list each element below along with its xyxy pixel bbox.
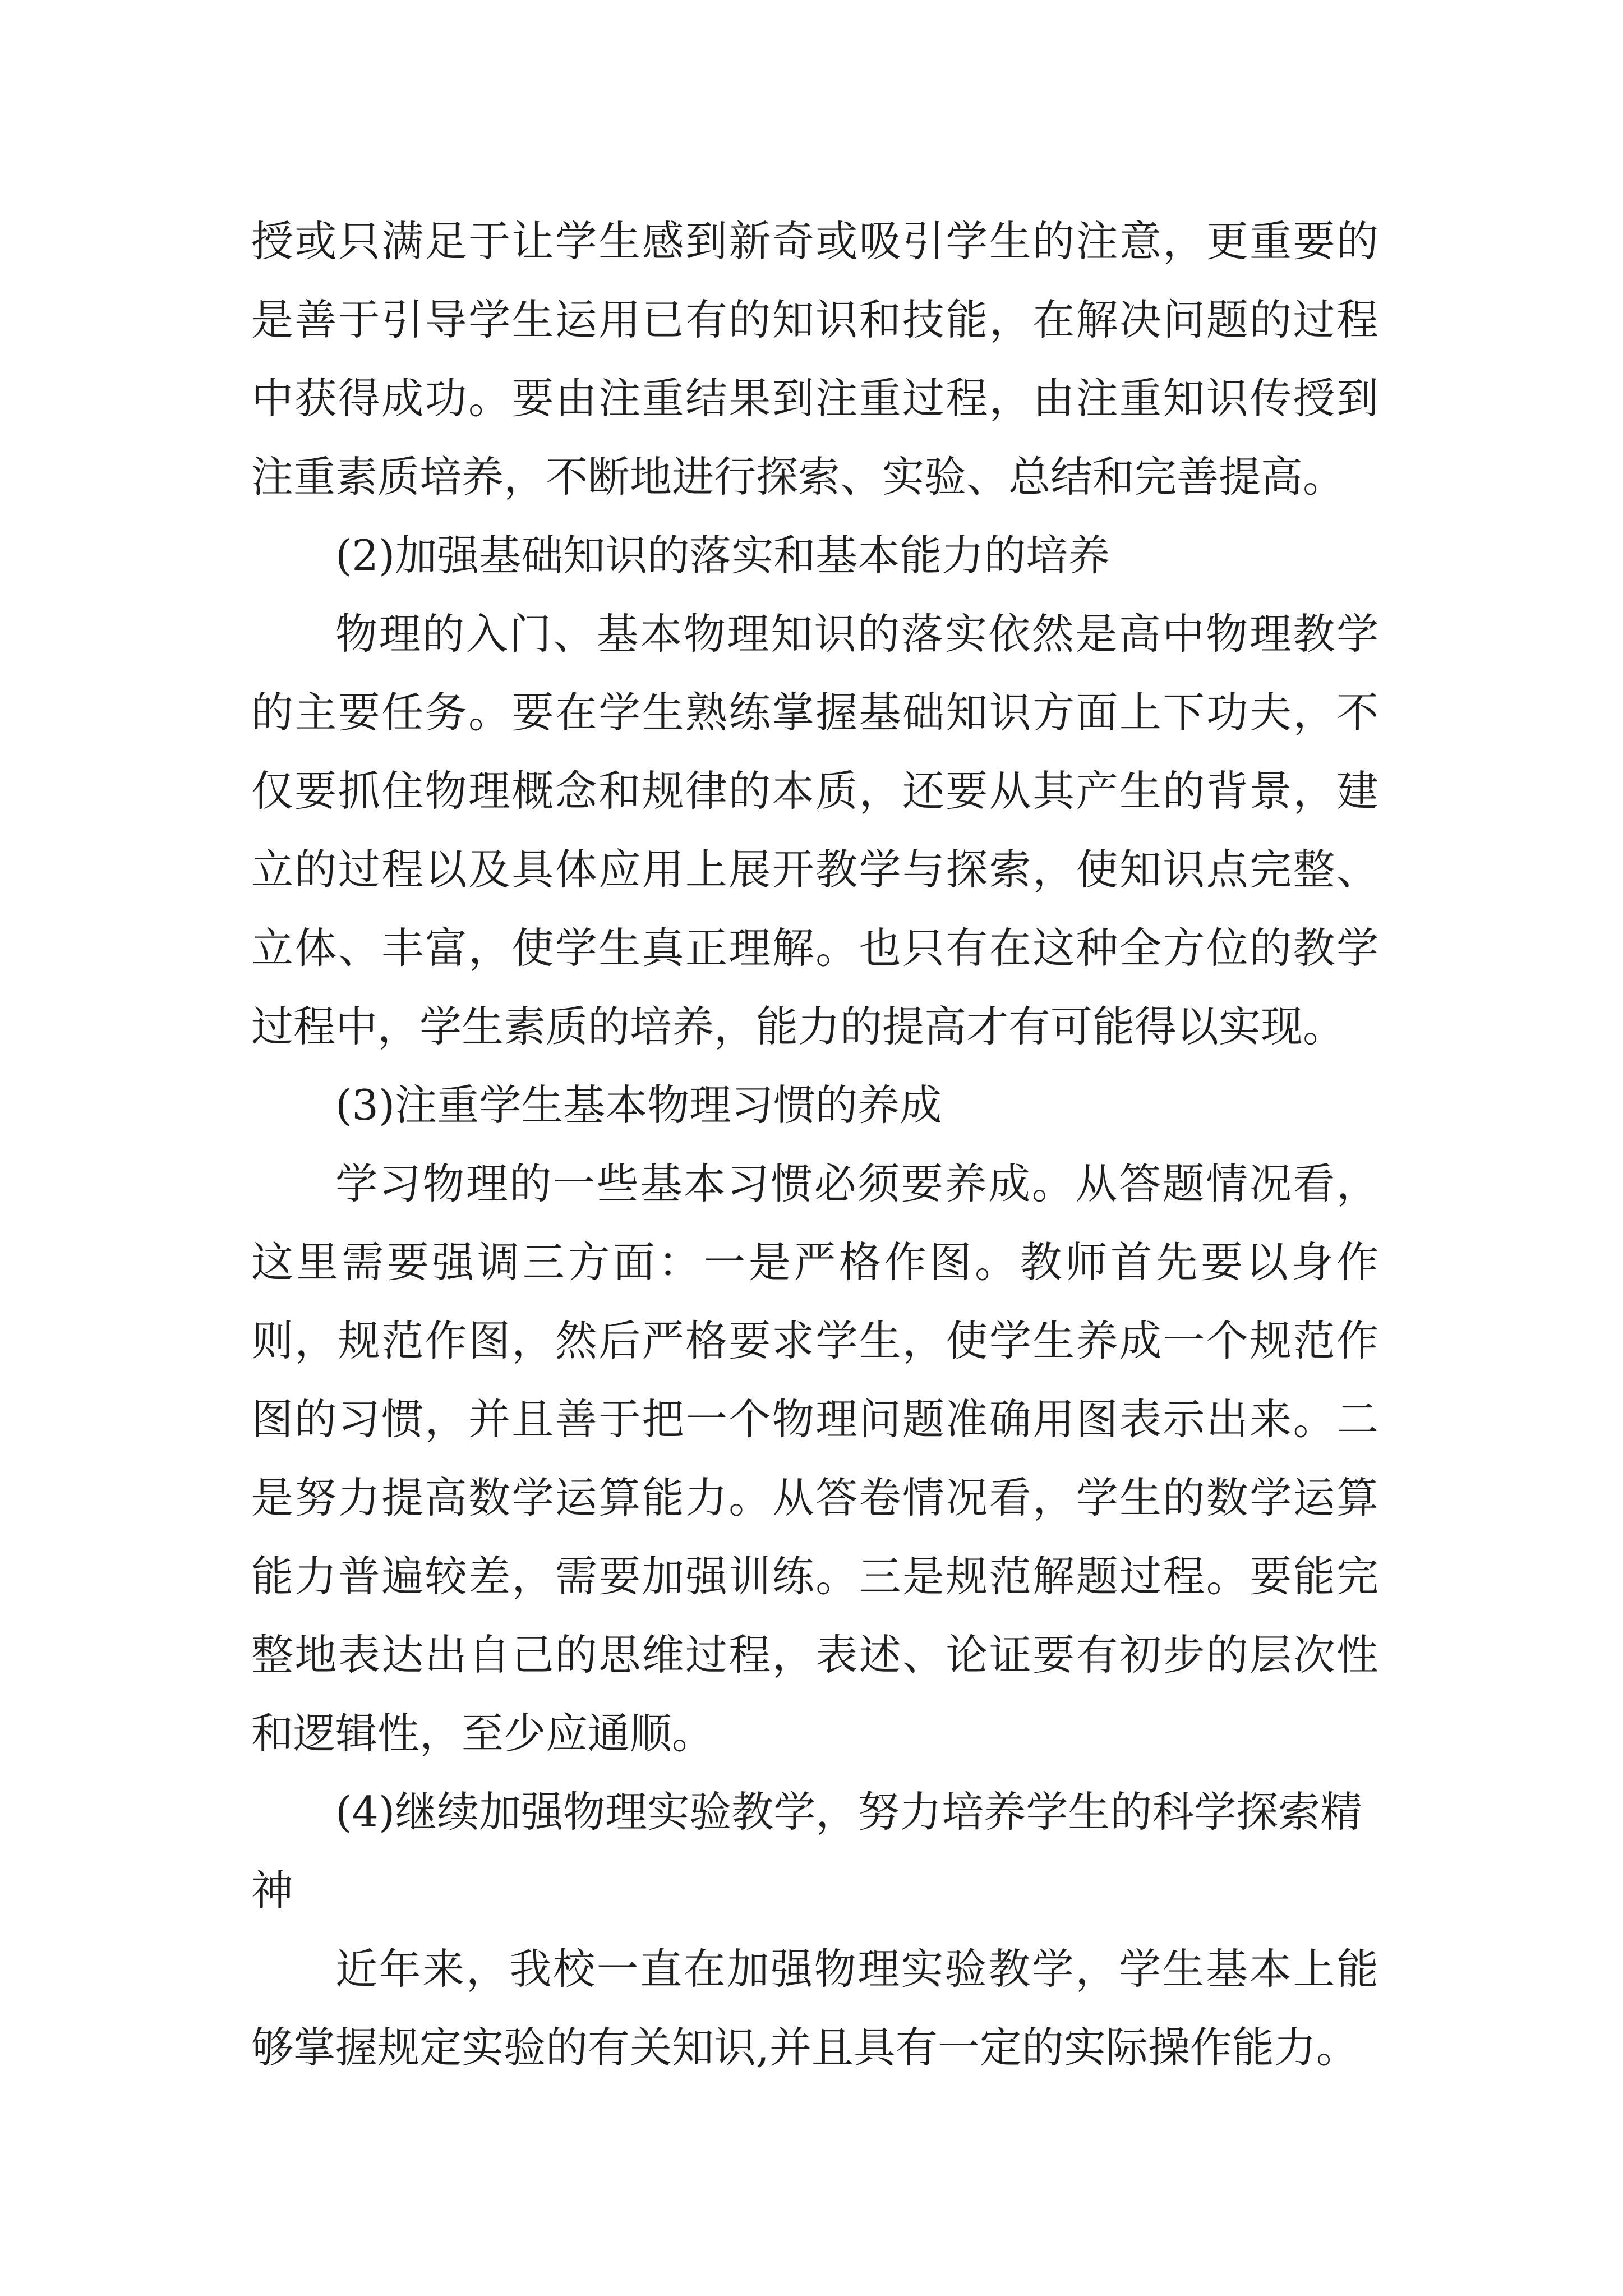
paragraph-basic-knowledge: 物理的入门、基本物理知识的落实依然是高中物理教学的主要任务。要在学生熟练掌握基础知识方面上下功夫，不仅要抓住物理概念和规律的本质，还要从其产生的背景，建立的过程以及具体应用上展开教学与探索，使知识点完整、立体、丰富，使学生真正理解。也只有在这种全方位的教学过程中，学生素质的培养，能力的提高才有可能得以实现。 [251,609,1378,1051]
document-body [251,202,1378,2087]
section-heading-2: (2)加强基础知识的落实和基本能力的培养 [335,531,1110,580]
section-heading-4: (4)继续加强物理实验教学，努力培养学生的科学探索精神 [251,1787,1363,1915]
section-heading-3: (3)注重学生基本物理习惯的养成 [335,1080,942,1130]
paragraph-experiment-teaching: 近年来，我校一直在加强物理实验教学，学生基本上能够掌握规定实验的有关知识,并且具有一定的实际操作能力。 [251,1944,1378,2072]
paragraph-study-habits: 学习物理的一些基本习惯必须要养成。从答题情况看，这里需要强调三方面：一是严格作图。教师首先要以身作则，规范作图，然后严格要求学生，使学生养成一个规范作图的习惯，并且善于把一个物理问题准确用图表示出来。二是努力提高数学运算能力。从答卷情况看，学生的数学运算能力普遍较差，需要加强训练。三是规范解题过程。要能完整地表达出自己的思维过程，表述、论证要有初步的层次性和逻辑性，至少应通顺。 [251,1159,1378,1758]
paragraph-continuation: 授或只满足于让学生感到新奇或吸引学生的注意，更重要的是善于引导学生运用已有的知识和技能，在解决问题的过程中获得成功。要由注重结果到注重过程，由注重知识传授到注重素质培养，不断地进行探索、实验、总结和完善提高。 [251,217,1378,501]
